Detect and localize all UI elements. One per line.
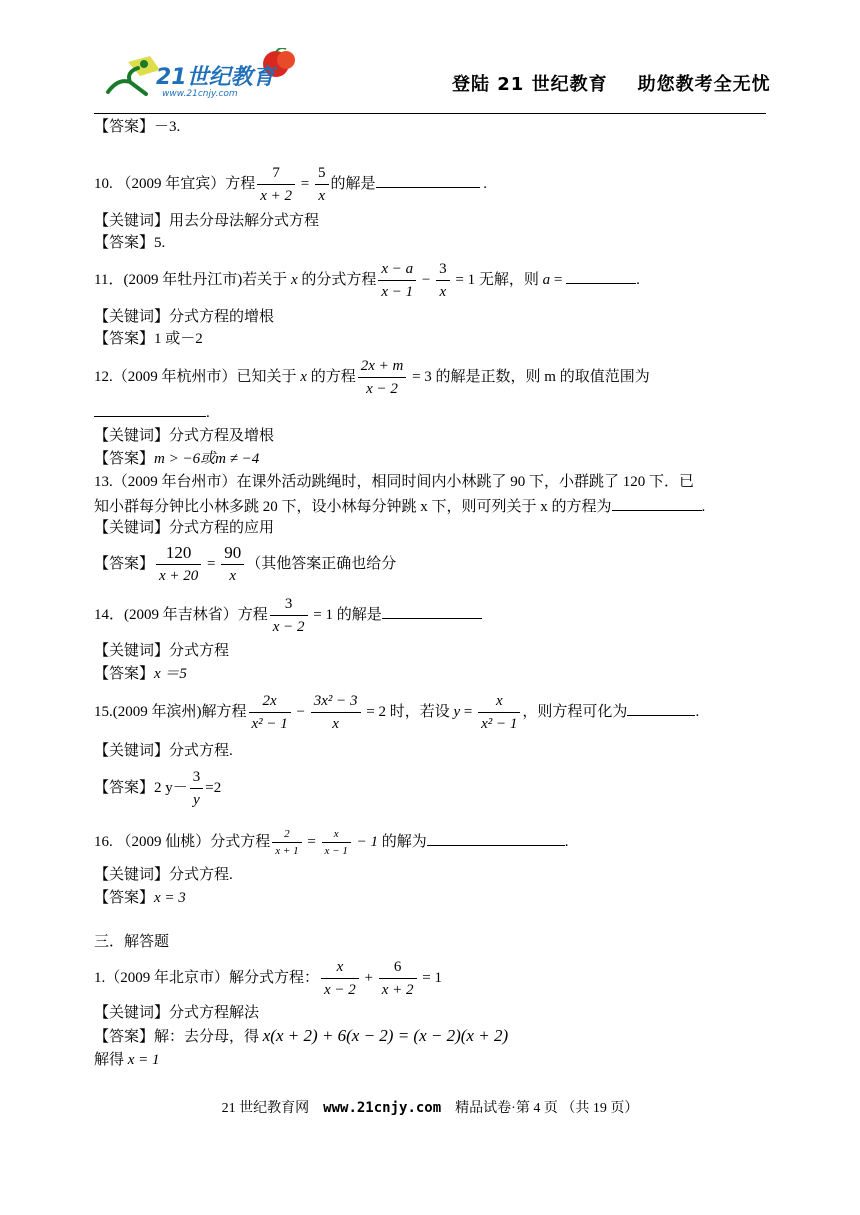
logo-21cnjy (100, 48, 310, 104)
solve-question-1: 1.（2009 年北京市）解分式方程： $\frac{x}{x - 2}$ + $\frac{6}{x + 2}$ = 1 (94, 956, 442, 1001)
footer-url: www.21cnjy.com (323, 1100, 442, 1116)
slogan-part-1: 登陆 21 世纪教育 (452, 74, 608, 95)
fraction: $\frac{x}{x - 1}$ (322, 826, 351, 859)
fraction: $\frac{3}{x - 2}$ (270, 593, 308, 638)
solve-answer-1: 【答案】解：去分母，得 x(x + 2) + 6(x − 2) = (x − 2)(x + 2) (94, 1026, 509, 1045)
fraction: $\frac{x - a}{x - 1}$ (378, 258, 416, 303)
header-slogan (452, 70, 771, 96)
fraction: $\frac{x}{\text{x² − 1}}$ (478, 690, 520, 735)
answer-blank (612, 496, 702, 511)
fraction: $\frac{120}{x + 20}$ (156, 542, 201, 587)
fraction: $\frac{2x + m}{x - 2}$ (358, 355, 407, 400)
keyword-10: 【关键词】用去分母法解分式方程 (94, 213, 320, 229)
fraction: $\frac{2}{x + 1}$ (272, 826, 301, 859)
question-13-line-2: 知小群每分钟比小林多跳 20 下，设小林每分钟跳 x 下，则可列关于 x 的方程为 . (94, 496, 705, 517)
logo-url: www.21cnjy.com (162, 89, 238, 99)
question-13-line-1: 13.（2009 年台州市）在课外活动跳绳时，相同时间内小林跳了 90 下，小群跳了 120 下．已 (94, 474, 695, 490)
answer-blank (382, 604, 482, 619)
answer-10: 【答案】5. (94, 235, 166, 251)
keyword-13: 【关键词】分式方程的应用 (94, 520, 275, 536)
fraction: $\frac{3}{x}$ (436, 258, 450, 303)
answer-16: 【答案】x = 3 (94, 890, 186, 906)
answer-blank (566, 269, 636, 284)
fraction: $\frac{2x}{\text{x² − 1}}$ (249, 690, 291, 735)
question-12-cont: . (94, 402, 210, 423)
answer-prev: 【答案】－3. (94, 119, 181, 135)
logo-text: 21世纪教育 (156, 65, 275, 90)
answer-blank (427, 831, 565, 846)
fraction: $\frac{7}{x + 2}$ (257, 162, 295, 207)
answer-14: 【答案】x ＝5 (94, 666, 187, 682)
fraction: $\frac{x}{x - 2}$ (321, 956, 359, 1001)
answer-blank (376, 173, 480, 188)
question-12: 12.（2009 年杭州市）已知关于 x 的方程 $\frac{2x + m}{x - 2}$ = 3 的解是正数，则 m 的取值范围为 (94, 355, 650, 400)
slogan-part-2: 助您教考全无忧 (637, 74, 771, 95)
keyword-12: 【关键词】分式方程及增根 (94, 428, 275, 444)
question-10: 10. （2009 年宜宾）方程 $\frac{7}{x + 2}$ = $\frac{5}{x}$ 的解是 . (94, 162, 487, 207)
page-footer: 21 世纪教育网 www.21cnjy.com 精品试卷·第 4 页 （共 19 页） (221, 1100, 639, 1116)
answer-12: 【答案】m > −6或m ≠ −4 (94, 451, 260, 467)
keyword-16: 【关键词】分式方程. (94, 867, 233, 883)
keyword-14: 【关键词】分式方程 (94, 643, 230, 659)
question-16: 16. （2009 仙桃）分式方程 $\frac{2}{x + 1}$ = $\frac{x}{x - 1}$ − 1 的解为 . (94, 828, 569, 857)
solve-answer-2: 解得 x = 1 (94, 1052, 160, 1068)
section-heading: 三．解答题 (94, 934, 170, 950)
keyword-15: 【关键词】分式方程. (94, 743, 233, 759)
question-11: 11．(2009 年牡丹江市)若关于 x 的分式方程 $\frac{x - a}{x - 1}$ − $\frac{3}{x}$ = 1 无解，则 a = . (94, 258, 640, 303)
fraction: $\frac{5}{x}$ (315, 162, 329, 207)
solve-keyword-1: 【关键词】分式方程解法 (94, 1005, 260, 1021)
answer-15: 【答案】2 y－ $\frac{3}{y}$ =2 (94, 766, 221, 811)
fraction: $\frac{90}{x}$ (221, 542, 244, 587)
fraction: $\frac{\text{3x² − 3}}{x}$ (311, 690, 361, 735)
answer-blank (627, 701, 695, 716)
answer-11: 【答案】1 或－2 (94, 331, 203, 347)
question-14: 14．(2009 年吉林省）方程 $\frac{3}{x - 2}$ = 1 的解是 (94, 593, 482, 638)
fraction: $\frac{3}{y}$ (190, 766, 204, 811)
fraction: $\frac{6}{x + 2}$ (379, 956, 417, 1001)
question-15: 15.(2009 年滨州)解方程 $\frac{2x}{\text{x² − 1}}$ − $\frac{\text{3x² − 3}}{x}$ = 2 时，若设 y = $\frac{x}{\text{x² − 1}}$ ，则方程可化为 . (94, 690, 699, 735)
header-divider (94, 113, 766, 114)
answer-blank (94, 402, 206, 417)
keyword-11: 【关键词】分式方程的增根 (94, 309, 275, 325)
answer-13: 【答案】 $\frac{120}{x + 20}$ = $\frac{90}{x}$ （其他答案正确也给分 (94, 542, 396, 587)
